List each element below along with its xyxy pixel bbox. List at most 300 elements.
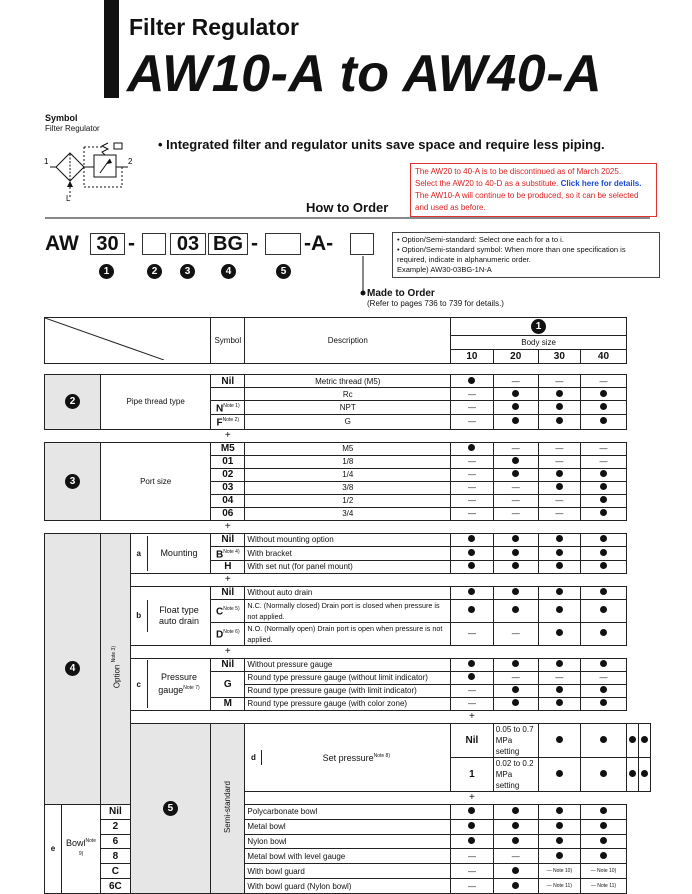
mount-sym: H (211, 560, 245, 573)
dot-icon (600, 496, 607, 503)
available-dot (538, 599, 580, 622)
not-available-dash: — (451, 622, 494, 645)
port-sym: 03 (211, 481, 245, 494)
bowl-desc: With bowl guard (245, 864, 451, 879)
semi-section-label: Semi-standard (211, 723, 245, 893)
how-to-order-table (44, 317, 651, 894)
available-dot (493, 533, 538, 546)
available-dot (580, 684, 626, 697)
dot-icon (641, 736, 648, 743)
made-to-order-ref: (Refer to pages 736 to 739 for details.) (367, 299, 504, 308)
note-cell: — Note 11) (580, 879, 626, 894)
not-available-dash: — (580, 375, 626, 388)
dot-icon (556, 588, 563, 595)
mount-sym: Nil (211, 533, 245, 546)
dot-icon (512, 417, 519, 424)
notice-line-1: The AW20 to 40-A is to be discontinued as of March 2025. (415, 167, 622, 176)
available-dot (580, 804, 626, 819)
dot-icon (468, 377, 475, 384)
set-sym: 1 (451, 757, 494, 791)
available-dot (538, 415, 580, 429)
bowl-desc: Polycarbonate bowl (245, 804, 451, 819)
port-section-num: 3 (45, 442, 101, 520)
dot-icon (512, 535, 519, 542)
dot-icon (556, 822, 563, 829)
pn-dash-2: - (251, 232, 258, 255)
available-dot (451, 834, 494, 849)
pn-made-to-order-box (350, 233, 374, 255)
set-desc: 0.02 to 0.2 MPa setting (493, 757, 538, 791)
dot-icon (556, 562, 563, 569)
pn-prefix: AW (45, 232, 79, 255)
dot-icon (600, 417, 607, 424)
symbol-heading: Symbol (45, 113, 78, 123)
port-sym: 01 (211, 455, 245, 468)
size-10: 10 (451, 349, 494, 363)
dot-icon (641, 770, 648, 777)
float-sym: $D^{Note 6)}$ (211, 622, 245, 645)
available-dot (493, 804, 538, 819)
option-note-line-1: • Option/Semi-standard: Select one each for a to i. (397, 235, 564, 244)
header-description: Description (245, 318, 451, 364)
semi-section-num: 5 (130, 723, 210, 893)
available-dot (580, 388, 626, 401)
table-cell (245, 520, 627, 533)
pn-semi-box (265, 233, 301, 255)
available-dot (538, 684, 580, 697)
available-dot (493, 697, 538, 710)
available-dot (538, 560, 580, 573)
dot-icon (512, 686, 519, 693)
available-dot (580, 494, 626, 507)
dot-icon (600, 852, 607, 859)
bowl-sym: 8 (101, 849, 131, 864)
available-dot (493, 455, 538, 468)
mounting-group: a Mounting (130, 533, 210, 573)
discontinuation-notice (410, 163, 657, 217)
not-available-dash: — (451, 864, 494, 879)
available-dot (639, 723, 651, 757)
dot-icon (556, 535, 563, 542)
not-available-dash: — (538, 375, 580, 388)
not-available-dash: — (451, 468, 494, 481)
available-dot (493, 401, 538, 415)
table-cell (45, 429, 211, 442)
dot-icon (600, 483, 607, 490)
not-available-dash: — (493, 507, 538, 520)
dot-icon (600, 837, 607, 844)
bowl-sym: 2 (101, 819, 131, 834)
available-dot (493, 819, 538, 834)
dot-icon (468, 588, 475, 595)
pn-port-box: 03 (170, 233, 206, 255)
dot-icon (468, 807, 475, 814)
table-cell (45, 520, 211, 533)
bowl-desc: Metal bowl with level gauge (245, 849, 451, 864)
not-available-dash: — (451, 494, 494, 507)
table-row (45, 658, 651, 671)
gauge-group: c Pressure gauge$^{Note 7)}$ (130, 658, 210, 710)
available-dot (538, 388, 580, 401)
float-desc: N.O. (Normally open) Drain port is open when pressure is not applied. (245, 622, 451, 645)
bowl-sym: C (101, 864, 131, 879)
details-link[interactable]: Click here for details. (560, 179, 642, 188)
plus-sign: + (224, 430, 231, 442)
size-20: 20 (493, 349, 538, 363)
dot-icon (512, 837, 519, 844)
option-note-line-2: • Option/Semi-standard symbol: When more than one specification is required, indicate in alphanumeric order. (397, 245, 626, 264)
dot-icon (512, 549, 519, 556)
available-dot (538, 804, 580, 819)
table-cell (245, 573, 627, 586)
available-dot (639, 757, 651, 791)
dot-icon (512, 562, 519, 569)
note-cell: — Note 10) (580, 864, 626, 879)
available-dot (493, 546, 538, 560)
pn-size-box: 30 (90, 233, 125, 255)
thread-label: Pipe thread type (101, 375, 211, 430)
available-dot (451, 804, 494, 819)
not-available-dash: — (451, 401, 494, 415)
available-dot (493, 864, 538, 879)
dot-icon (556, 852, 563, 859)
dot-icon (600, 535, 607, 542)
available-dot (580, 658, 626, 671)
thread-desc: NPT (245, 401, 451, 415)
dot-icon (512, 699, 519, 706)
dot-icon (468, 673, 475, 680)
dot-icon (468, 837, 475, 844)
header-body-size-num: 1 (451, 318, 627, 336)
table-row (45, 533, 651, 546)
plus-sign: + (224, 574, 231, 586)
available-dot (580, 586, 626, 599)
plus-sign: + (224, 646, 231, 658)
dot-icon (600, 736, 607, 743)
product-title: AW10-A to AW40-A (127, 45, 603, 103)
bowl-desc: With bowl guard (Nylon bowl) (245, 879, 451, 894)
available-dot (580, 560, 626, 573)
dot-icon (512, 807, 519, 814)
available-dot (451, 533, 494, 546)
symbol-caption: Filter Regulator (45, 124, 100, 133)
available-dot (493, 599, 538, 622)
not-available-dash: — (538, 494, 580, 507)
available-dot (580, 723, 626, 757)
thread-section-num: 2 (45, 375, 101, 430)
notice-line-2: Select the AW20 to 40-D as a substitute. Click here for details. (415, 179, 642, 188)
available-dot (493, 879, 538, 894)
not-available-dash: — (451, 849, 494, 864)
not-available-dash: — (580, 455, 626, 468)
bowl-desc: Metal bowl (245, 819, 451, 834)
available-dot (451, 560, 494, 573)
plus-sign: + (469, 711, 475, 723)
pn-option-box: BG (208, 233, 248, 255)
dot-icon (512, 470, 519, 477)
callout-3: 3 (180, 264, 195, 279)
available-dot (538, 723, 580, 757)
available-dot (451, 375, 494, 388)
float-group: b Float type auto drain (130, 586, 210, 645)
port-1-label: 1 (44, 157, 49, 166)
dot-icon (512, 867, 519, 874)
port-sym: 02 (211, 468, 245, 481)
dot-icon (512, 822, 519, 829)
available-dot (451, 442, 494, 455)
thread-desc: Rc (245, 388, 451, 401)
not-available-dash: — (538, 671, 580, 684)
dot-icon (556, 549, 563, 556)
table-header-row-1 (45, 318, 651, 336)
dot-icon (600, 588, 607, 595)
dot-icon (629, 770, 636, 777)
made-to-order-title: Made to Order (367, 288, 435, 299)
port-2-label: 2 (128, 157, 133, 166)
dot-icon (556, 417, 563, 424)
option-note-example: Example) AW30-03BG-1N-A (397, 265, 492, 274)
available-dot (580, 546, 626, 560)
available-dot (538, 757, 580, 791)
port-sym: 06 (211, 507, 245, 520)
not-available-dash: — (538, 442, 580, 455)
dot-icon (600, 660, 607, 667)
callout-1: 1 (99, 264, 114, 279)
available-dot (627, 757, 639, 791)
gauge-sym: M (211, 697, 245, 710)
available-dot (538, 533, 580, 546)
not-available-dash: — (493, 494, 538, 507)
available-dot (538, 697, 580, 710)
dot-icon (512, 403, 519, 410)
gauge-desc: Round type pressure gauge (with color zone) (245, 697, 451, 710)
port-desc: M5 (245, 442, 451, 455)
table-cell (130, 710, 450, 723)
dot-icon (600, 606, 607, 613)
dot-icon (556, 837, 563, 844)
pn-suffix: -A- (304, 232, 334, 255)
not-available-dash: — (451, 684, 494, 697)
thread-sym-rc (211, 388, 245, 401)
available-dot (580, 622, 626, 645)
available-dot (580, 468, 626, 481)
available-dot (580, 697, 626, 710)
port-sym: M5 (211, 442, 245, 455)
product-subtitle: Filter Regulator (129, 14, 299, 40)
title-bar (104, 0, 119, 98)
size-40: 40 (580, 349, 626, 363)
port-desc: 1/8 (245, 455, 451, 468)
gauge-desc: Round type pressure gauge (without limit indicator) (245, 671, 451, 684)
available-dot (493, 586, 538, 599)
available-dot (580, 533, 626, 546)
mount-desc: Without mounting option (245, 533, 451, 546)
available-dot (580, 481, 626, 494)
table-cell (245, 791, 451, 804)
available-dot (580, 757, 626, 791)
table-cell (493, 791, 650, 804)
mount-desc: With set nut (for panel mount) (245, 560, 451, 573)
thread-sym-nil: Nil (211, 375, 245, 388)
float-desc: N.C. (Normally closed) Drain port is closed when pressure is not applied. (245, 599, 451, 622)
set-sym: Nil (451, 723, 494, 757)
available-dot (580, 401, 626, 415)
available-dot (451, 819, 494, 834)
dot-icon (600, 629, 607, 636)
dot-icon (468, 535, 475, 542)
available-dot (538, 834, 580, 849)
table-cell (493, 710, 650, 723)
header-corner (45, 318, 211, 364)
gauge-sym: Nil (211, 658, 245, 671)
available-dot (493, 415, 538, 429)
callout-5: 5 (276, 264, 291, 279)
available-dot (580, 599, 626, 622)
thread-sym-n: $N^{Note 1)}$ (211, 401, 245, 415)
available-dot (538, 481, 580, 494)
dot-icon (556, 629, 563, 636)
size-30: 30 (538, 349, 580, 363)
port-desc: 3/4 (245, 507, 451, 520)
table-cell (245, 429, 627, 442)
dot-icon (600, 562, 607, 569)
tagline: • Integrated filter and regulator units save space and require less piping. (158, 137, 605, 152)
available-dot (580, 819, 626, 834)
dot-icon (556, 770, 563, 777)
available-dot (627, 723, 639, 757)
dot-icon (556, 660, 563, 667)
not-available-dash: — (493, 849, 538, 864)
dot-icon (556, 390, 563, 397)
not-available-dash: — (451, 879, 494, 894)
available-dot (493, 468, 538, 481)
mount-desc: With bracket (245, 546, 451, 560)
note-cell: — Note 10) (538, 864, 580, 879)
set-desc: 0.05 to 0.7 MPa setting (493, 723, 538, 757)
available-dot (538, 586, 580, 599)
not-available-dash: — (538, 507, 580, 520)
bowl-sym: 6 (101, 834, 131, 849)
not-available-dash: — (538, 455, 580, 468)
notice-line-3: The AW10-A will continue to be produced, so it can be selected and used as before. (415, 191, 639, 212)
table-cell (245, 645, 627, 658)
table-cell (130, 573, 210, 586)
dot-icon (600, 403, 607, 410)
dot-icon (512, 882, 519, 889)
table-cell (130, 645, 210, 658)
header-body-size: Body size (451, 335, 627, 349)
dot-icon (600, 770, 607, 777)
callout-4: 4 (221, 264, 236, 279)
port-desc: 1/2 (245, 494, 451, 507)
available-dot (580, 834, 626, 849)
table-row (45, 586, 651, 599)
not-available-dash: — (451, 388, 494, 401)
dot-icon (556, 736, 563, 743)
available-dot (538, 468, 580, 481)
available-dot (538, 401, 580, 415)
gauge-desc: Round type pressure gauge (with limit indicator) (245, 684, 451, 697)
not-available-dash: — (451, 507, 494, 520)
dot-icon (556, 483, 563, 490)
dot-icon (600, 470, 607, 477)
callout-2: 2 (147, 264, 162, 279)
gauge-sym: G (211, 671, 245, 697)
note-cell: — Note 11) (538, 879, 580, 894)
float-sym: $C^{Note 5)}$ (211, 599, 245, 622)
available-dot (451, 546, 494, 560)
available-dot (580, 507, 626, 520)
dot-icon (556, 403, 563, 410)
dot-icon (556, 686, 563, 693)
available-dot (580, 849, 626, 864)
not-available-dash: — (451, 697, 494, 710)
plus-sign: + (224, 521, 231, 533)
port-desc: 3/8 (245, 481, 451, 494)
dot-icon (512, 588, 519, 595)
not-available-dash: — (451, 455, 494, 468)
dot-icon (600, 509, 607, 516)
divider-line (45, 217, 650, 219)
thread-desc: Metric thread (M5) (245, 375, 451, 388)
not-available-dash: — (451, 481, 494, 494)
not-available-dash: — (493, 622, 538, 645)
not-available-dash: — (493, 442, 538, 455)
mount-sym: $B^{Note 4)}$ (211, 546, 245, 560)
plus-sign: + (469, 792, 475, 804)
available-dot (493, 658, 538, 671)
available-dot (538, 849, 580, 864)
port-desc: 1/4 (245, 468, 451, 481)
available-dot (493, 684, 538, 697)
dot-icon (468, 444, 475, 451)
how-to-order-heading: How to Order (306, 200, 396, 215)
port-label: Port size (101, 442, 211, 520)
available-dot (451, 599, 494, 622)
dot-icon (600, 549, 607, 556)
dot-icon (556, 606, 563, 613)
dot-icon (600, 686, 607, 693)
available-dot (580, 415, 626, 429)
bowl-sym: Nil (101, 804, 131, 819)
available-dot (538, 546, 580, 560)
float-desc: Without auto drain (245, 586, 451, 599)
dot-icon (600, 390, 607, 397)
pn-thread-box (142, 233, 166, 255)
table-row (45, 442, 651, 455)
dot-icon (468, 660, 475, 667)
bowl-desc: Nylon bowl (245, 834, 451, 849)
not-available-dash: — (493, 375, 538, 388)
not-available-dash: — (451, 415, 494, 429)
pn-dash-1: - (128, 232, 135, 255)
available-dot (538, 658, 580, 671)
dot-icon (468, 822, 475, 829)
available-dot (538, 819, 580, 834)
dot-icon (468, 549, 475, 556)
dot-icon (629, 736, 636, 743)
filter-regulator-symbol-icon (44, 135, 134, 203)
dot-icon (468, 562, 475, 569)
available-dot (538, 622, 580, 645)
port-l-label: L (66, 194, 71, 203)
option-note-box (392, 232, 660, 278)
gauge-desc: Without pressure gauge (245, 658, 451, 671)
not-available-dash: — (580, 442, 626, 455)
available-dot (493, 388, 538, 401)
not-available-dash: — (580, 671, 626, 684)
dot-icon (468, 606, 475, 613)
